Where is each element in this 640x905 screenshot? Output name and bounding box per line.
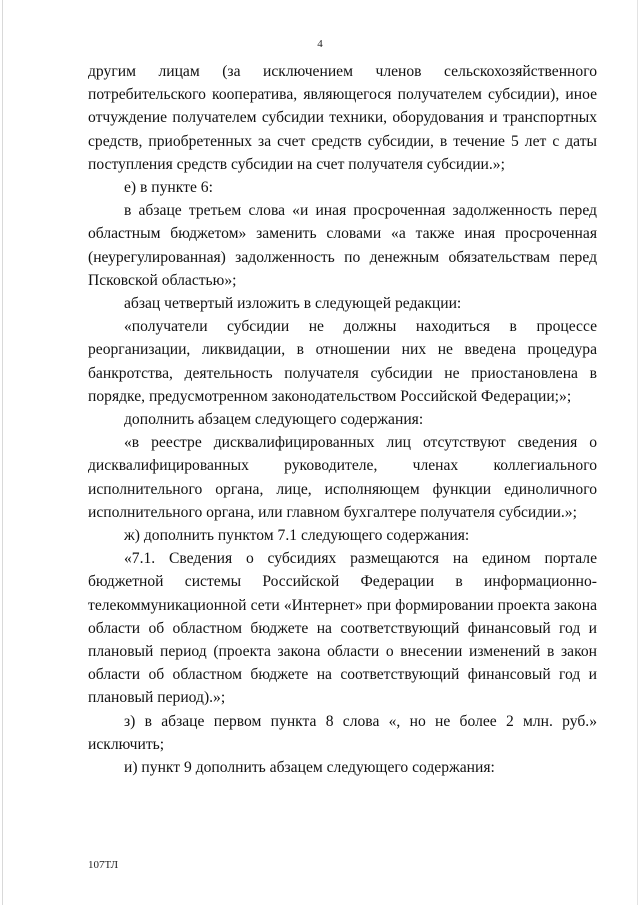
paragraph-item-i: и) пункт 9 дополнить абзацем следующего содержания: [124,759,495,777]
paragraph-amendment-abzats-3: в абзаце третьем слова «и иная просроченная задолженность перед областным бюджетом» заменить словами «а также иная просроченная (неурегулированная) задолженность по денежным обязательствам перед Псковской областью»; [88,202,597,289]
paragraph-item-zh: ж) дополнить пунктом 7.1 следующего содержания: [124,527,470,545]
scan-edge-right [637,0,638,905]
page-number: 4 [317,38,323,50]
paragraph-item-z: з) в абзаце первом пункта 8 слова «, но не более 2 млн. руб.» исключить; [88,712,597,753]
paragraph-continuation: другим лицам (за исключением членов сельскохозяйственного потребительского кооператива, являющегося получателем субсидии), иное отчуждение получателем субсидии техники, оборудования и транспортных средств, приобретенных за счет средств субсидии, в течение 5 лет с даты поступления средств субсидии на счет получателя субсидии.»; [88,63,597,173]
scan-edge-left [2,0,3,905]
paragraph-add-abzats-text: «в реестре дисквалифицированных лиц отсутствуют сведения о дисквалифицированных руководителе, членах коллегиального исполнительного органа, лице, исполняющем функции единоличного исполнительного органа, или главном бухгалтере получателя субсидии.»; [88,434,597,521]
paragraph-abzats-4-text: «получатели субсидии не должны находиться в процессе реорганизации, ликвидации, в отношении них не введена процедура банкротства, деятельность получателя субсидии не приостановлена в порядке, предусмотренном законодательством Российской Федерации;»; [88,318,597,405]
document-code: 107ТЛ [88,859,119,871]
paragraph-item-e: е) в пункте 6: [124,179,213,197]
paragraph-add-abzats-intro: дополнить абзацем следующего содержания: [124,411,424,429]
document-body [88,60,597,779]
paragraph-abzats-4-intro: абзац четвертый изложить в следующей редакции: [124,295,462,313]
paragraph-punkt-7-1: «7.1. Сведения о субсидиях размещаются на едином портале бюджетной системы Российской Федерации в информационно-телекоммуникационной сети «Интернет» при формировании проекта закона области об областном бюджете на соответствующий финансовый год и плановый период (проекта закона области о внесении изменений в закон области об областном бюджете на соответствующий финансовый год и плановый период).»; [88,550,597,707]
